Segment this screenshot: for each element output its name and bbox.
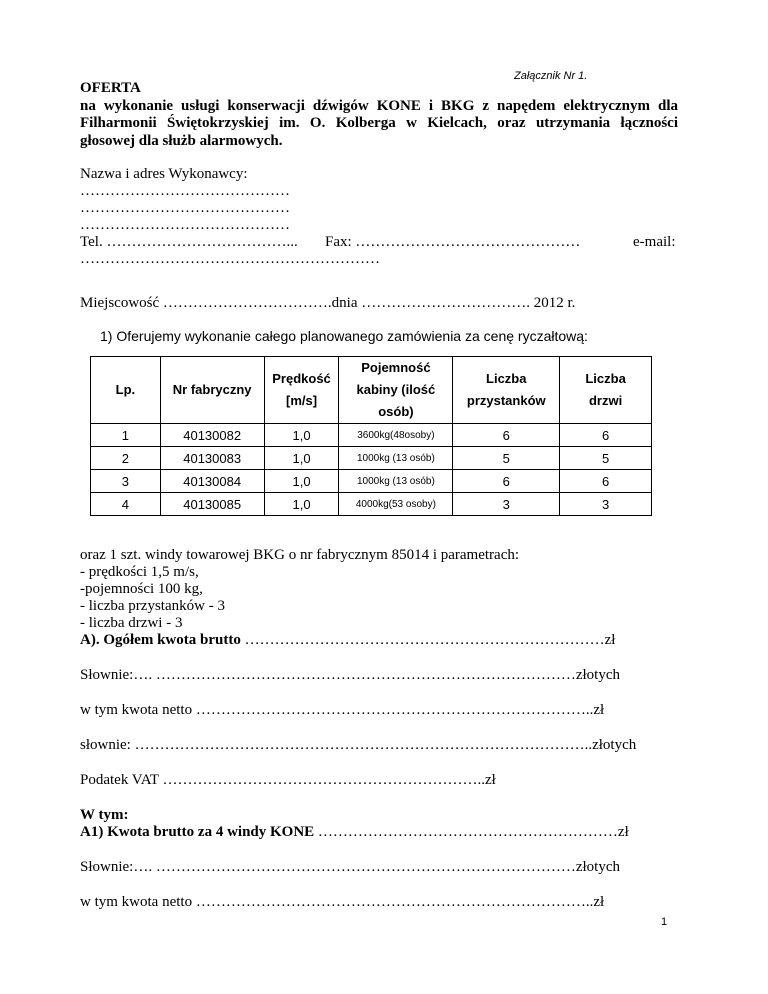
header-stops: Liczba przystanków: [453, 357, 560, 424]
total-a-net[interactable]: w tym kwota netto ……………………………………………………………………..zł: [80, 702, 605, 718]
table-row: 1 40130082 1,0 3600kg(48osoby) 6 6: [91, 424, 652, 447]
tel-field[interactable]: Tel. ………………………………...: [80, 234, 298, 250]
place-date-line[interactable]: Miejscowość …………………………….dnia ……………………………. 2012 r.: [80, 295, 576, 311]
total-a-net-words[interactable]: słownie: ………………………………………………………………………………..złotych: [80, 737, 637, 753]
table-row: 2 40130083 1,0 1000kg (13 osób) 5 5: [91, 447, 652, 470]
contractor-dots-1[interactable]: ……………………………………: [80, 183, 290, 199]
title-line-3: Filharmonii Świętokrzyskiej im. O. Kolberga w Kielcach, oraz utrzymania łączności: [80, 115, 678, 131]
title-line-2: na wykonanie usługi konserwacji dźwigów KONE i BKG z napędem elektrycznym dla: [80, 97, 678, 114]
contractor-dots-2[interactable]: ……………………………………: [80, 200, 290, 216]
bkg-param-doors: - liczba drzwi - 3: [80, 615, 183, 631]
email-field[interactable]: ……………………………………………………: [80, 251, 380, 267]
bkg-param-stops: - liczba przystanków - 3: [80, 598, 225, 614]
title-line-1: OFERTA: [80, 80, 141, 96]
total-a-vat[interactable]: Podatek VAT ………………………………………………………..zł: [80, 772, 496, 788]
contractor-dots-3[interactable]: ……………………………………: [80, 217, 290, 233]
elevator-table: [90, 356, 652, 516]
offer-title: [80, 80, 678, 150]
header-lp: Lp.: [91, 357, 161, 424]
attachment-label: Załącznik Nr 1.: [514, 70, 588, 82]
total-a-words[interactable]: Słownie:…. …………………………………………………………………………złotych: [80, 667, 620, 683]
total-a-dots: ………………………………………………………………zł: [244, 632, 616, 648]
contractor-label: Nazwa i adres Wykonawcy:: [80, 166, 248, 182]
table-row: 3 40130084 1,0 1000kg (13 osób) 6 6: [91, 470, 652, 493]
total-a-label: A). Ogółem kwota brutto: [80, 632, 241, 648]
a1-line[interactable]: [80, 824, 629, 841]
header-nr: Nr fabryczny: [160, 357, 264, 424]
header-capacity: Pojemność kabiny (ilość osób): [339, 357, 453, 424]
bkg-param-speed: - prędkości 1,5 m/s,: [80, 564, 199, 580]
bkg-intro: oraz 1 szt. windy towarowej BKG o nr fabrycznym 85014 i parametrach:: [80, 547, 520, 563]
a1-words[interactable]: Słownie:…. …………………………………………………………………………złotych: [80, 859, 620, 875]
a1-dots: ……………………………………………………zł: [317, 824, 629, 840]
a1-label: A1) Kwota brutto za 4 windy KONE: [80, 824, 315, 840]
section-1-label: 1) Oferujemy wykonanie całego planowanego zamówienia za cenę ryczałtową:: [100, 328, 588, 344]
total-a-line[interactable]: [80, 632, 615, 649]
email-label: e-mail:: [633, 234, 676, 250]
w-tym-label: W tym:: [80, 807, 129, 823]
title-line-4: głosowej dla służb alarmowych.: [80, 132, 283, 149]
header-speed: Prędkość [m/s]: [264, 357, 339, 424]
header-doors: Liczba drzwi: [560, 357, 652, 424]
fax-field[interactable]: Fax: ………………………………………: [325, 234, 581, 250]
table-header-row: [91, 357, 652, 424]
table-row: 4 40130085 1,0 4000kg(53 osoby) 3 3: [91, 493, 652, 516]
a1-net[interactable]: w tym kwota netto ……………………………………………………………………..zł: [80, 894, 605, 910]
bkg-param-capacity: -pojemności 100 kg,: [80, 581, 203, 597]
page-number: 1: [661, 916, 668, 928]
